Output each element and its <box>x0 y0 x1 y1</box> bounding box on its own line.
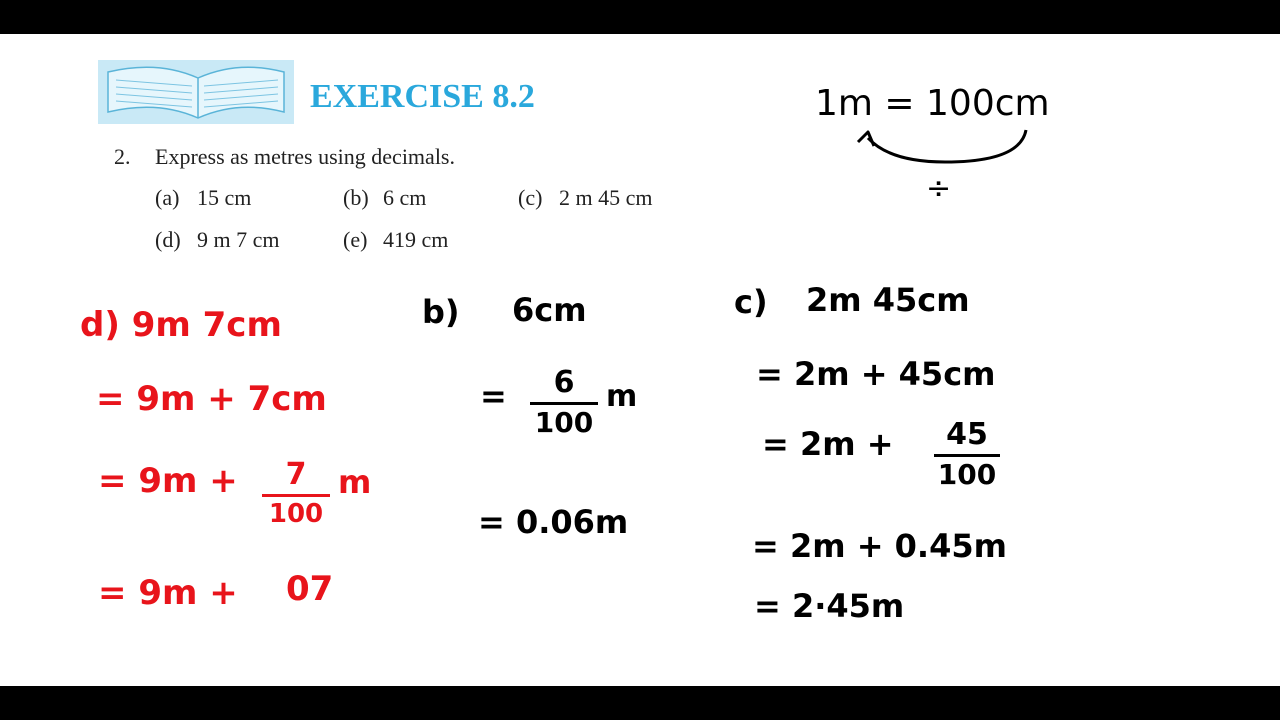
worksheet-board <box>0 34 1280 686</box>
solution-c-line4: = 2·45m <box>754 587 905 625</box>
solution-c-line3: = 2m + 0.45m <box>752 527 1007 565</box>
solution-b-fraction <box>530 365 598 439</box>
fraction-bar <box>934 454 1000 457</box>
part-a-text: 15 cm <box>197 185 252 210</box>
conversion-relation: 1m = 100cm <box>815 83 1050 124</box>
solution-d-line2-unit: m <box>338 463 372 501</box>
solution-c-fraction <box>934 417 1000 491</box>
question-number: 2. <box>114 144 131 169</box>
fraction-bar <box>262 494 330 497</box>
part-c-label: (c) <box>518 185 543 210</box>
part-b-label: (b) <box>343 185 369 210</box>
solution-c-line1: = 2m + 45cm <box>756 355 996 393</box>
solution-b-denominator: 100 <box>534 406 594 439</box>
part-c-text: 2 m 45 cm <box>559 185 653 210</box>
solution-b-numerator: 6 <box>553 365 575 400</box>
part-a-label: (a) <box>155 185 180 210</box>
part-d-text: 9 m 7 cm <box>197 227 280 252</box>
question-text: Express as metres using decimals. <box>155 144 455 169</box>
solution-d-line3-prefix: = 9m + <box>98 573 238 613</box>
solution-d-denominator: 100 <box>268 499 324 529</box>
solution-d-line1: = 9m + 7cm <box>96 379 327 419</box>
solution-d-fraction <box>262 457 330 529</box>
part-b-text: 6 cm <box>383 185 427 210</box>
fraction-bar <box>530 402 598 405</box>
part-d-label: (d) <box>155 227 181 252</box>
part-e-text: 419 cm <box>383 227 449 252</box>
solution-b-value: 6cm <box>512 291 587 329</box>
solution-b-result: = 0.06m <box>478 503 629 541</box>
solution-d-line2-prefix: = 9m + <box>98 461 238 501</box>
part-e-label: (e) <box>343 227 368 252</box>
book-icon <box>98 60 294 124</box>
exercise-title: EXERCISE 8.2 <box>310 78 535 115</box>
solution-c-denominator: 100 <box>937 458 997 491</box>
solution-c-numerator: 45 <box>946 417 988 452</box>
solution-d-numerator: 7 <box>285 457 307 492</box>
solution-d-heading: d) 9m 7cm <box>80 305 282 345</box>
division-sign: ÷ <box>926 171 952 206</box>
solution-c-value: 2m 45cm <box>806 281 970 319</box>
solution-b-label: b) <box>422 293 460 331</box>
solution-c-line2-prefix: = 2m + <box>762 425 894 463</box>
solution-d-line3-value: 07 <box>286 569 334 609</box>
solution-c-label: c) <box>734 283 768 321</box>
solution-b-unit: m <box>606 379 638 414</box>
solution-b-eq: = <box>480 377 507 415</box>
curved-arrow-icon <box>850 126 1035 176</box>
